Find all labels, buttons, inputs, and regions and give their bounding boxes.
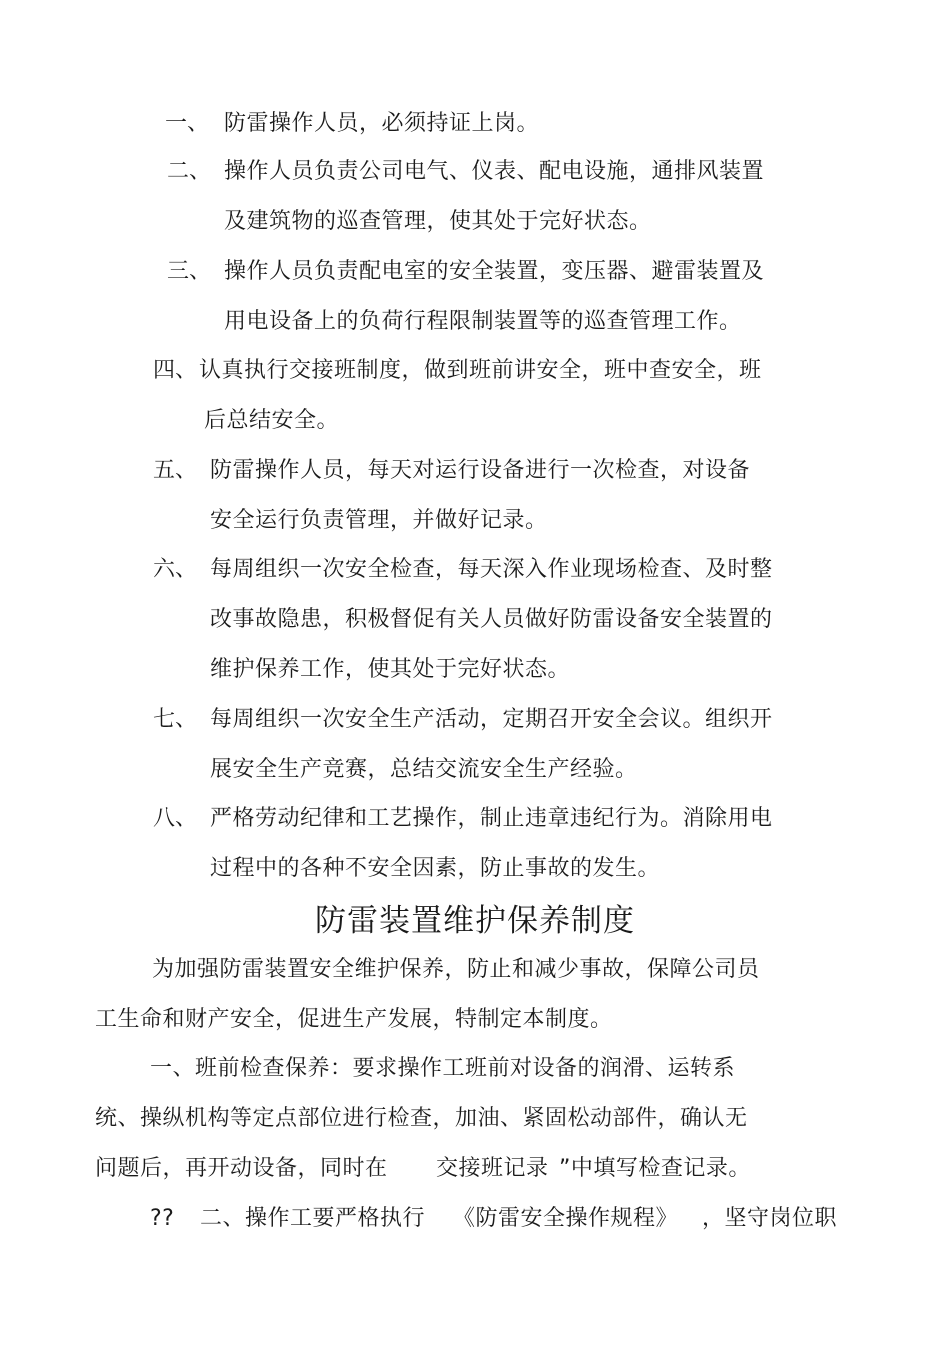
list-text: 认真执行交接班制度，做到班前讲安全，班中查安全，班 xyxy=(199,358,762,383)
section-title: 防雷装置维护保养制度 xyxy=(315,903,635,939)
list-text: 操作人员负责公司电气、仪表、配电设施，通排风装置 xyxy=(224,159,765,184)
list-text: 改事故隐患，积极督促有关人员做好防雷设备安全装置的 xyxy=(210,607,773,632)
paragraph-line: 二、操作工要严格执行 xyxy=(200,1206,426,1231)
garbled-marker: ?? xyxy=(150,1206,175,1231)
paragraph-line: ”中填写检查记录。 xyxy=(559,1156,751,1181)
record-name: 交接班记录 xyxy=(436,1156,549,1181)
paragraph-line: 工生命和财产安全，促进生产发展，特制定本制度。 xyxy=(95,1007,613,1032)
list-number: 四、 xyxy=(153,358,198,383)
list-number: 五、 xyxy=(153,458,198,483)
list-text: 展安全生产竞赛，总结交流安全生产经验。 xyxy=(210,757,638,782)
paragraph-line: ，坚守岗位职 xyxy=(702,1206,838,1231)
list-number: 六、 xyxy=(153,557,198,582)
list-number: 三、 xyxy=(167,259,212,284)
paragraph-line: 统、操纵机构等定点部位进行检查，加油、紧固松动部件，确认无 xyxy=(95,1106,748,1131)
list-number: 一、 xyxy=(165,111,210,136)
paragraph-line: 为加强防雷装置安全维护保养，防止和减少事故，保障公司员 xyxy=(152,957,760,982)
list-text: 过程中的各种不安全因素，防止事故的发生。 xyxy=(210,856,661,881)
list-number: 八、 xyxy=(153,806,198,831)
paragraph-line: 一、班前检查保养：要求操作工班前对设备的润滑、运转系 xyxy=(150,1056,736,1081)
list-text: 每周组织一次安全生产活动，定期召开安全会议。组织开 xyxy=(210,707,773,732)
list-number: 七、 xyxy=(153,707,198,732)
list-text: 及建筑物的巡查管理，使其处于完好状态。 xyxy=(224,209,652,234)
list-text: 维护保养工作，使其处于完好状态。 xyxy=(210,657,571,682)
list-number: 二、 xyxy=(167,159,212,184)
list-text: 安全运行负责管理，并做好记录。 xyxy=(210,508,548,533)
list-text: 防雷操作人员，每天对运行设备进行一次检查，对设备 xyxy=(210,458,751,483)
list-text: 用电设备上的负荷行程限制装置等的巡查管理工作。 xyxy=(224,309,742,334)
list-text: 每周组织一次安全检查，每天深入作业现场检查、及时整 xyxy=(210,557,773,582)
list-text: 后总结安全。 xyxy=(204,408,340,433)
list-text: 防雷操作人员，必须持证上岗。 xyxy=(224,111,540,136)
list-text: 严格劳动纪律和工艺操作，制止违章违纪行为。消除用电 xyxy=(210,806,773,831)
list-text: 操作人员负责配电室的安全装置，变压器、避雷装置及 xyxy=(224,259,765,284)
document-reference: 《防雷安全操作规程》 xyxy=(453,1206,679,1231)
paragraph-line: 问题后，再开动设备，同时在 xyxy=(95,1156,388,1181)
